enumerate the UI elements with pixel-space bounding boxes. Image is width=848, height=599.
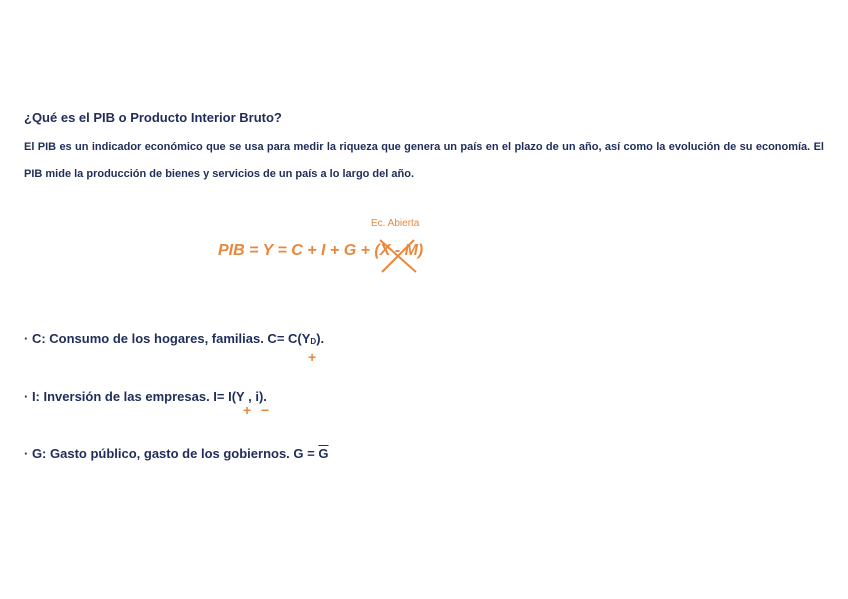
open-economy-note: Ec. Abierta	[371, 218, 420, 229]
spending-text: · G: Gasto público, gasto de los gobiernos. G =	[24, 446, 315, 461]
page-title: ¿Qué es el PIB o Producto Interior Bruto?	[24, 110, 282, 125]
intro-paragraph: El PIB es un indicador económico que se usa para medir la riqueza que genera un país en el plazo de un año, así como la evolución de su economía. El PIB mide la producción de bienes y servicios de un país a lo largo del año.	[24, 141, 824, 180]
spending-line	[24, 446, 328, 461]
consumption-end: ).	[316, 331, 325, 346]
cross-out-mark	[374, 236, 422, 276]
consumption-line	[24, 331, 324, 346]
gdp-formula: PIB = Y = C + I + G + (X - M)	[218, 242, 424, 259]
consumption-subscript: D	[310, 337, 317, 346]
minus-sign: −	[261, 402, 270, 418]
consumption-text: · C: Consumo de los hogares, familias. C= C(Y	[24, 331, 311, 346]
plus-sign: +	[243, 402, 252, 418]
exogenous-g: $\overline{G}$	[318, 446, 329, 461]
plus-sign: +	[308, 349, 317, 365]
investment-line: · I: Inversión de las empresas. I= I(Y , i).	[24, 389, 267, 404]
